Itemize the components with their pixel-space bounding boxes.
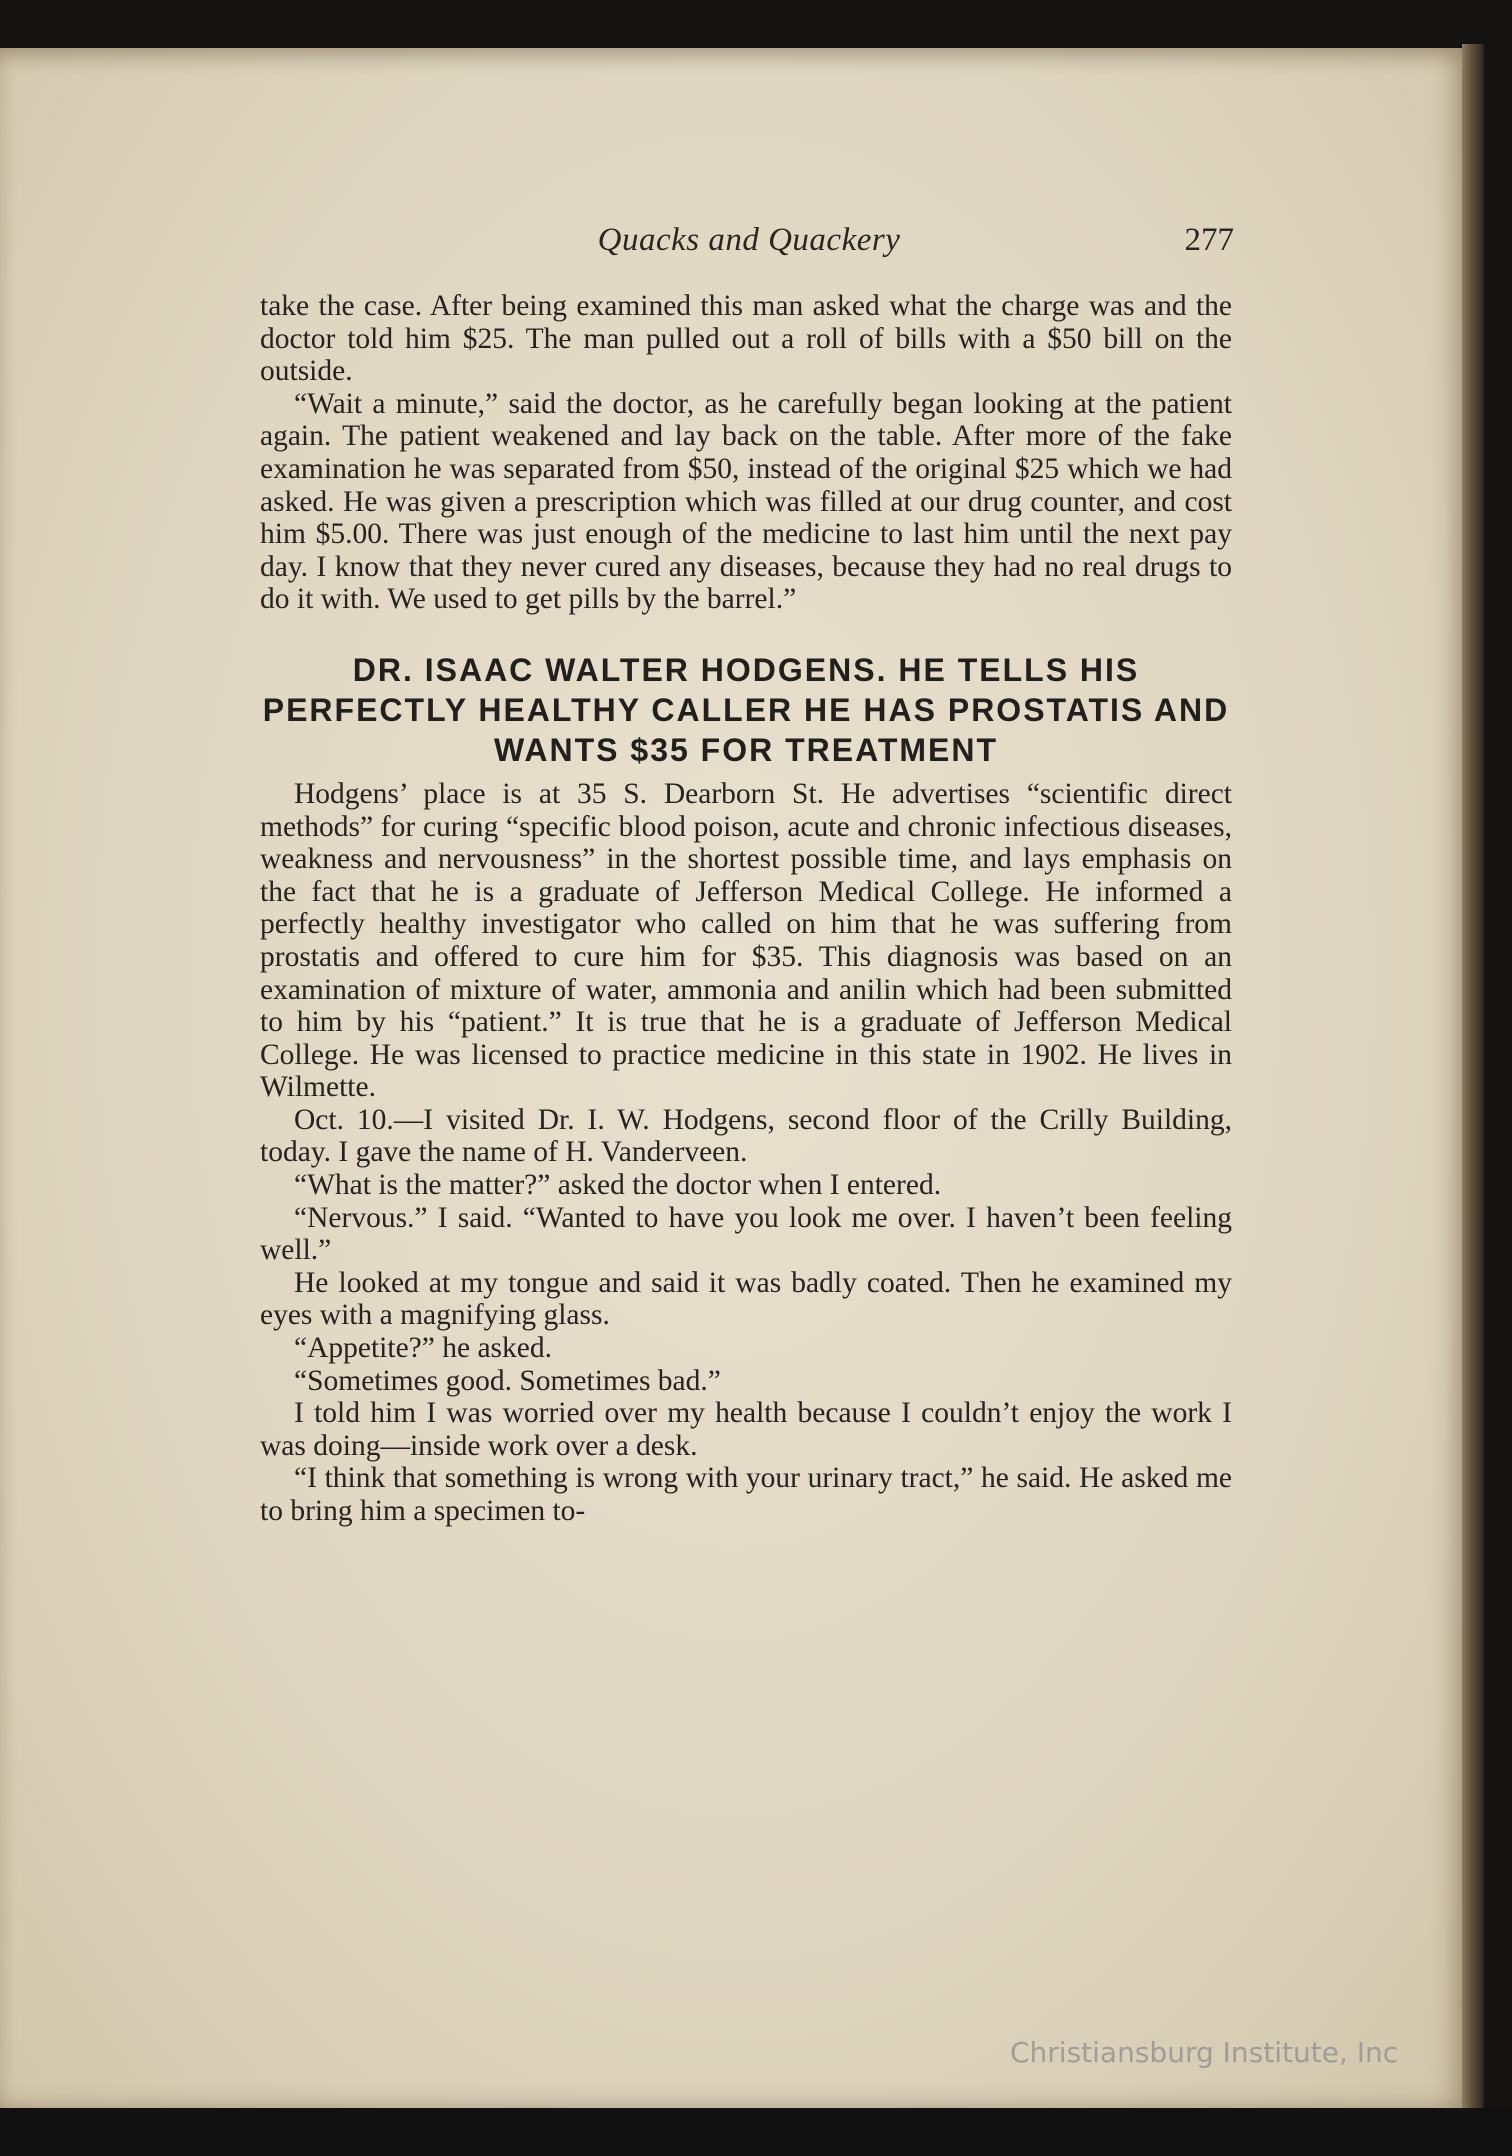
page-edge [1462,44,1484,2114]
scan-background [0,2108,1512,2156]
paragraph: Oct. 10.—I visited Dr. I. W. Hodgens, second floor of the Crilly Building, today. I gave the name of H. Vanderveen. [260,1103,1232,1169]
paragraph: “I think that something is wrong with your urinary tract,” he said. He asked me to bring him a specimen to- [260,1462,1232,1527]
paragraph: He looked at my tongue and said it was badly coated. Then he examined my eyes with a magnifying glass. [260,1266,1232,1332]
paragraph: Hodgens’ place is at 35 S. Dearborn St. He advertises “scientific direct methods” for curing “specific blood poison, acute and chronic infectious diseases, weakness and nervousness” in the shortest possible time, and lays emphasis on the fact that he is a graduate of Jefferson Medical College. He informed a perfectly healthy investigator who called on him that he was suffering from prostatis and offered to cure him for $35. This diagnosis was based on an examination of mixture of water, ammonia and anilin which had been submitted to him by his “patient.” It is true that he is a graduate of Jefferson Medical College. He was licensed to practice medicine in this state in 1902. He lives in Wilmette. [260,777,1232,1104]
paragraph: “What is the matter?” asked the doctor when I entered. [294,1169,942,1202]
paragraph: “Appetite?” he asked. [294,1332,552,1365]
paragraph: I told him I was worried over my health because I couldn’t enjoy the work I was doing—inside work over a desk. [260,1397,1232,1462]
paragraph: “Wait a minute,” said the doctor, as he carefully began looking at the patient again. The patient weakened and lay back on the table. After more of the fake examination he was separated from $50, instead of the original $25 which we had asked. He was given a prescription which was filled at our drug counter, and cost him $5.00. There was just enough of the medicine to last him until the next pay day. I know that they never cured any diseases, because they had no real drugs to do it with. We used to get pills by the barrel.” [260,387,1232,616]
running-head [264,222,1234,262]
running-title: Quacks and Quackery [597,222,901,258]
page-number: 277 [1184,222,1234,258]
paragraph: “Sometimes good. Sometimes bad.” [294,1364,721,1397]
section-heading: DR. ISAAC WALTER HODGENS. HE TELLS HIS PERFECTLY HEALTHY CALLER HE HAS PROSTATIS AND WANTS $35 FOR TREATMENT [262,651,1230,768]
watermark: Christiansburg Institute, Inc [1010,2036,1399,2069]
paragraph: “Nervous.” I said. “Wanted to have you look me over. I haven’t been feeling well.” [260,1201,1232,1267]
text-column [260,290,1232,1528]
paragraph: take the case. After being examined this man asked what the charge was and the doctor told him $25. The man pulled out a roll of bills with a $50 bill on the outside. [260,290,1232,388]
